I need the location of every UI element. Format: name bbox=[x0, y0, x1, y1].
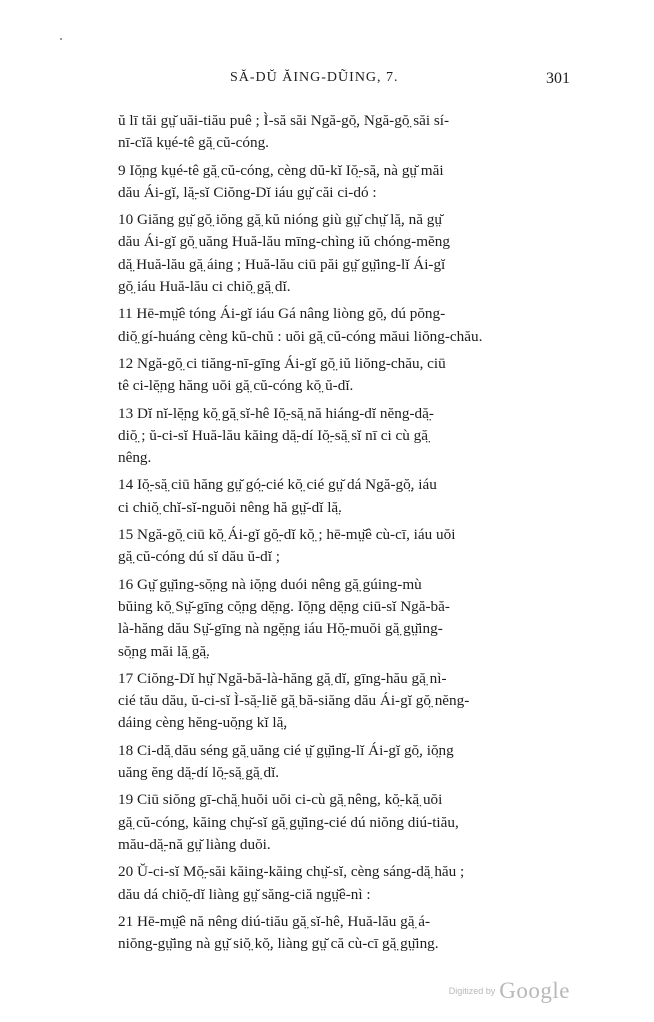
text-line: diŏ̤ ; ŭ-ci-sĭ Huă-lău kăing dă̤-dí Iŏ̤-să̤ sĭ nī ci cù gă̤ bbox=[118, 426, 428, 444]
text-line: uăng ĕng dă̤-dí lŏ̤-să̤ gă̤ dĭ. bbox=[118, 764, 280, 782]
text-line: 19 Ciū siŏng gī-chă̤ huŏi uŏi ci-cù gă̤ nêng, kŏ̤-kă̤ uŏi bbox=[118, 791, 443, 809]
text-line: 21 Hē-mṳ̆ê nă nêng diú-tiău gă̤ sĭ-hê, Huă-lău gă̤ á- bbox=[118, 912, 431, 930]
text-line: là-hăng dău Sṳ̆-gīng nà ngĕ̤ng iáu Hŏ̤-muŏi gă̤ gṳ̆ing- bbox=[118, 620, 443, 638]
text-line: cié tău dău, ŭ-ci-sĭ Ì-să̤-liĕ gă̤ bă-siăng dău Ái-gĭ gŏ̤ nĕng- bbox=[118, 692, 470, 710]
text-line: 11 Hē-mṳ̆ê tóng Ái-gĭ iáu Gá nâng liòng gŏ̤, dú pŏng- bbox=[118, 305, 446, 323]
text-line: diŏ̤ gí-huáng cèng kŭ-chŭ : uŏi gă̤ cŭ-cóng măui liŏng-chău. bbox=[118, 327, 483, 345]
text-line: 15 Ngă-gŏ̤ ciū kŏ̤ Ái-gĭ gŏ̤-dĭ kŏ̤ ; hē-mṳ̆ê cù-cī, iáu uŏi bbox=[118, 526, 456, 544]
running-head: SĂ-DŬ ĂING-DŨING, 7. bbox=[230, 70, 399, 85]
text-line: dáing cèng hĕng-uŏ̤ng kĭ lă̤, bbox=[118, 714, 288, 732]
text-line: 13 Dĭ nĭ-lĕ̤ng kŏ̤ gă̤ sĭ-hê Iŏ̤-să̤ nă hiáng-dĭ nĕng-dă̤- bbox=[118, 404, 434, 422]
text-line: nī-cĭă kṳé-tê gă̤ cŭ-cóng. bbox=[118, 134, 269, 152]
text-line: 9 Iŏ̤ng kṳé-tê gă̤ cŭ-cóng, cèng dŭ-kĭ Iŏ̤-să̤, nà gṳ̆ măi bbox=[118, 161, 444, 179]
text-line: gă̤ cŭ-cóng, kăing chṳ̆-sĭ gă̤ gṳ̆ing-cié dú niŏng diú-tiău, bbox=[118, 813, 459, 831]
text-line: 17 Ciŏng-Dĭ hṳ̆ Ngă-bă-là-hăng gă̤ dĭ, gīng-hău gă̤ nì- bbox=[118, 669, 447, 687]
text-line: dău dá chiŏ̤-dĭ liàng gṳ̆ săng-ciă ngṳ̆ê-nì : bbox=[118, 885, 371, 903]
text-line: 18 Ci-dă̤ dău séng gă̤ uăng cié ṳ̆ gṳ̆ing-lĭ Ái-gĭ gŏ̤, iŏ̤ng bbox=[118, 741, 454, 759]
page-speck bbox=[60, 38, 62, 40]
text-line: 20 Ŭ-ci-sĭ Mŏ̤-săi kăing-kăing chṳ̆-sĭ, cèng sáng-dă̤ hău ; bbox=[118, 863, 465, 881]
text-line: gă̤ cŭ-cóng dú sĭ dău ŭ-dĭ ; bbox=[118, 548, 280, 566]
text-line: ci chiŏ̤ chĭ-sĭ-nguŏi nêng hă gṳ̆-dĭ lă̤. bbox=[118, 498, 342, 516]
text-line: dău Ái-gĭ gŏ̤ uăng Huă-lău mīng-chìng iŭ chóng-mĕng bbox=[118, 233, 450, 251]
text-line: niŏng-gṳ̆ing nà gṳ̆ siŏ̤ kŏ̤, liàng gṳ̆ că cù-cī gă̤ gṳ̆ing. bbox=[118, 935, 439, 953]
text-line: nêng. bbox=[118, 449, 152, 467]
text-line: mău-dă̤-nă gṳ̆ liàng duŏi. bbox=[118, 835, 271, 853]
google-logo: Google bbox=[499, 978, 570, 1003]
page-number: 301 bbox=[546, 70, 570, 87]
text-line: tê ci-lĕ̤ng hăng uŏi gă̤ cŭ-cóng kŏ̤ ŭ-dĭ. bbox=[118, 377, 354, 395]
digitized-by-google-watermark bbox=[449, 978, 570, 1008]
text-line: 12 Ngă-gŏ̤ ci tiăng-nī-gīng Ái-gĭ gŏ̤ iŭ liŏng-chău, ciū bbox=[118, 354, 446, 372]
page-header bbox=[120, 70, 570, 94]
text-line: 14 Iŏ̤-să̤ ciū hăng gṳ̆ gó̤-cié kŏ̤ cié gṳ̆ dá Ngă-gŏ̤, iáu bbox=[118, 476, 437, 494]
text-line: sŏ̤ng măi lă̤ gă̤. bbox=[118, 642, 210, 660]
text-line: 10 Giăng gṳ̆ gŏ̤ iŏng gă̤ kŭ nióng giù gṳ̆ chṳ̆ lă̤, nă gṳ̆ bbox=[118, 211, 442, 229]
text-line: 16 Gṳ̆ gṳ̆ing-sŏ̤ng nà iŏ̤ng duói nêng gă̤ gúing-mù bbox=[118, 575, 422, 593]
text-line: dău Ái-gĭ, lă̤-sĭ Ciŏng-Dĭ iáu gṳ̆ căi ci-dó : bbox=[118, 183, 377, 201]
text-line: bŭing kŏ̤ Sṳ̆-gīng cŏ̤ng dĕ̤ng. Iŏ̤ng dĕ̤ng ciū-sĭ Ngă-bă- bbox=[118, 597, 450, 615]
digitized-label: Digitized by bbox=[448, 986, 496, 996]
text-line: gŏ̤ iáu Huă-lău ci chiŏ̤ gă̤ dĭ. bbox=[118, 278, 291, 296]
body-text bbox=[118, 110, 572, 955]
text-line: dă̤ Huă-lău gă̤ áing ; Huă-lău ciū păi gṳ̆ gṳ̆ing-lĭ Ái-gĭ bbox=[118, 255, 446, 273]
text-line: ŭ lī tăi gṳ̆ uăi-tiău puê ; Ì-să săi Ngă-gŏ̤, Ngă-gŏ̤ săi sí- bbox=[118, 112, 450, 129]
